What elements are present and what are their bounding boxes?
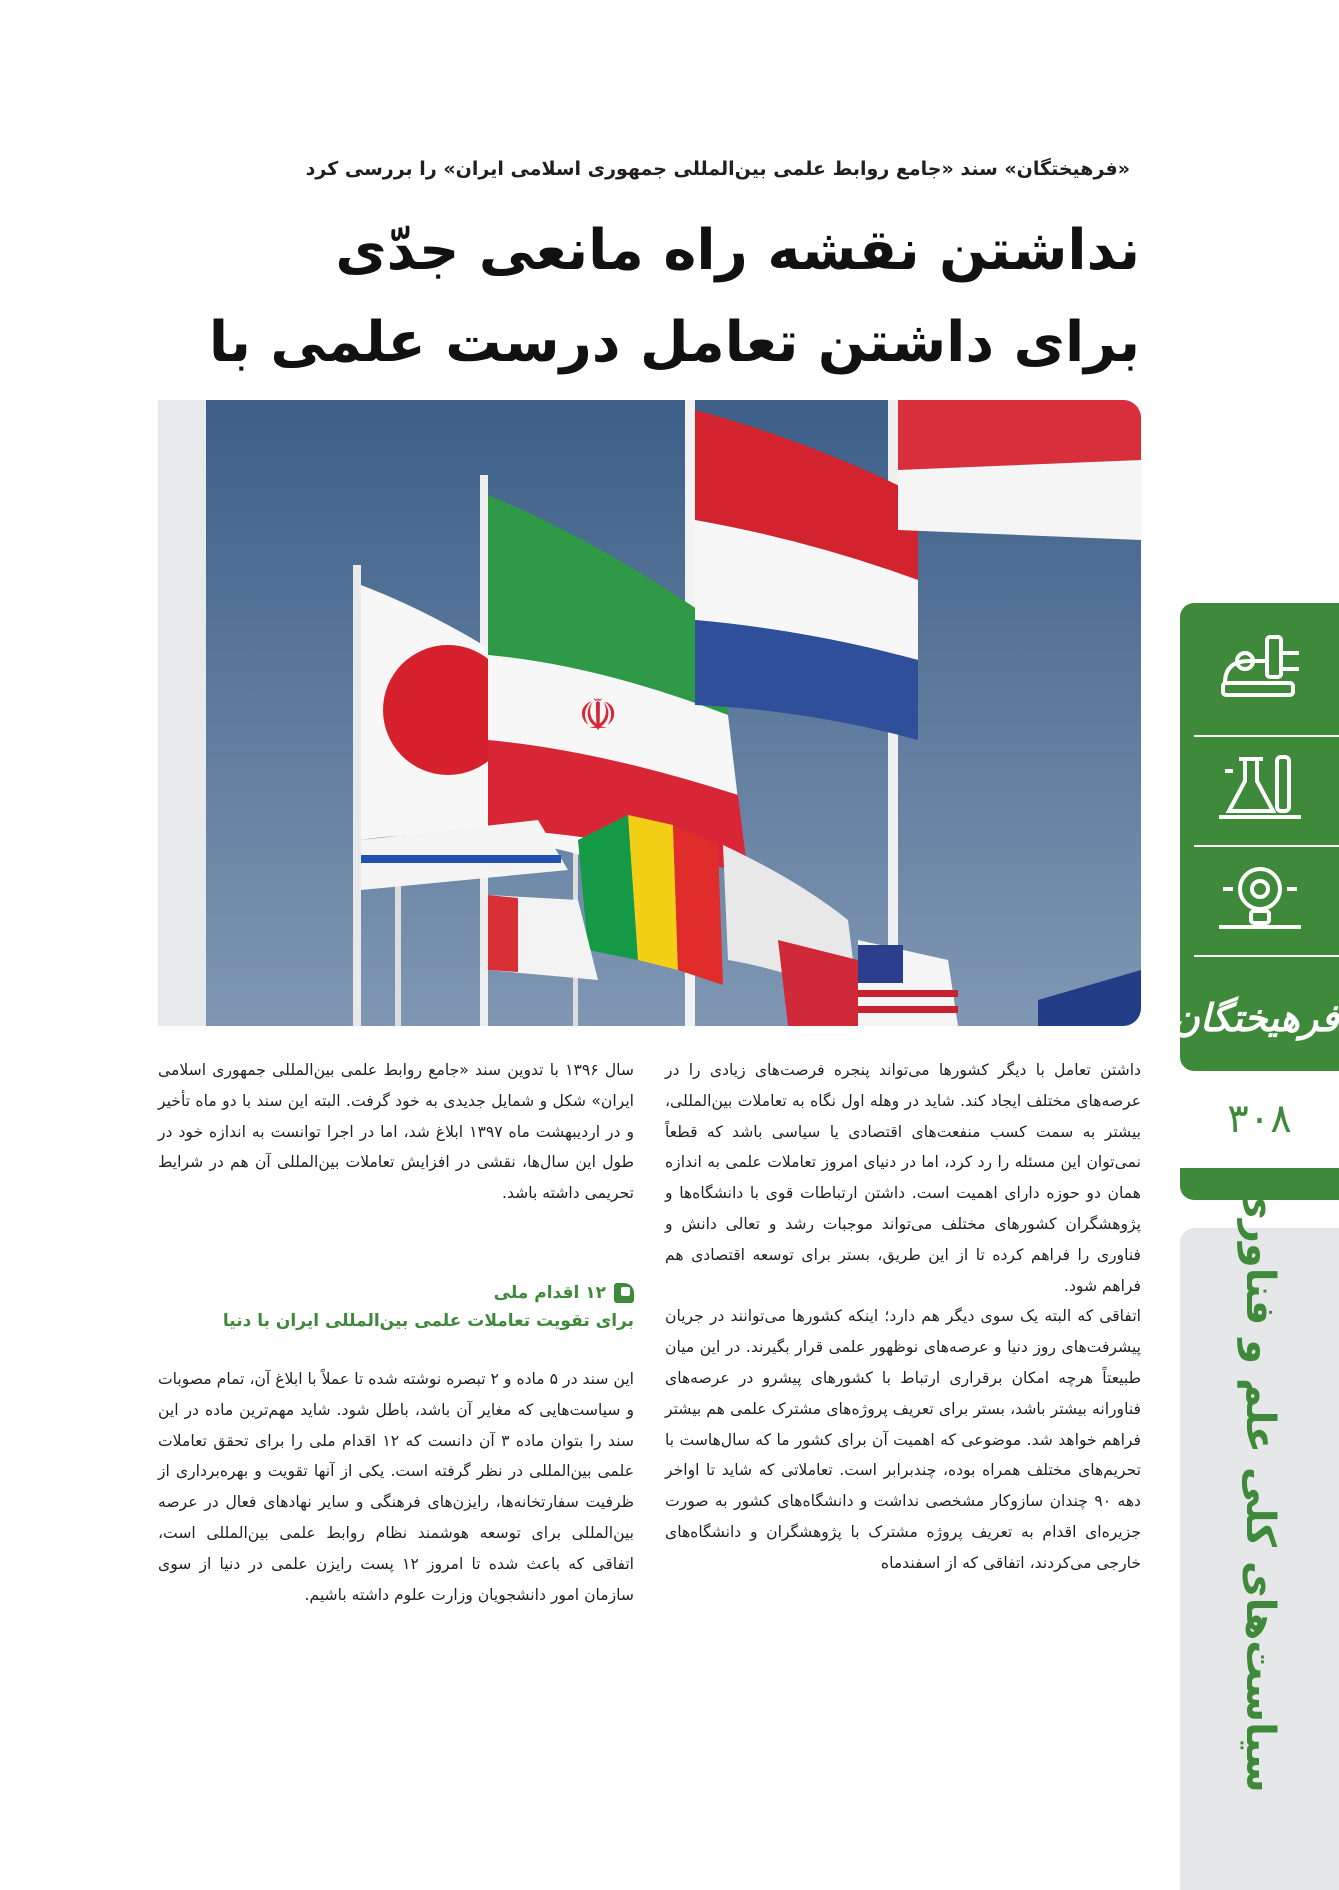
section-bullet-icon — [614, 1283, 634, 1303]
left-paragraph-2: این سند در ۵ ماده و ۲ تبصره نوشته شده تا عملاً با ابلاغ آن، تمام مصوبات و سیاست‌هایی که مغایر آن باشد، باطل شود. شاید مهم‌ترین ماده در این سند را بتوان ماده ۳ آن دانست که ۱۲ اقدام ملی را برای تحقق تعاملات علمی بین‌المللی در نظر گرفته است. یکی از آنها تقویت و بهره‌برداری از ظرفیت سفارتخانه‌ها، رایزن‌های فرهنگی و سایر نهادهای فعال در عرصه بین‌المللی برای توسعه هوشمند نظام روابط علمی بین‌المللی است، اتفاقی که باعث شده تا امروز ۱۲ پست رایزن علمی در دنیا از سوی سازمان امور دانشجویان وزارت علوم داشته باشیم. — [158, 1370, 635, 1604]
section-side-label — [1180, 1183, 1339, 1793]
lightbulb-gear-icon — [1180, 853, 1339, 943]
headline-line-1: نداشتن نقشه راه مانعی جدّی — [335, 218, 1140, 283]
article-left-column-top — [158, 1055, 634, 1209]
section-heading-text-1: ۱۲ اقدام ملی — [493, 1283, 606, 1303]
flags-photo — [158, 400, 1141, 1026]
article-right-column — [665, 1055, 1141, 1579]
section-heading-line-2: برای تقویت تعاملات علمی بین‌المللی ایران با دنیا — [222, 1311, 634, 1331]
article-kicker: «فرهیختگان» سند «جامع روابط علمی بین‌المللی جمهوری اسلامی ایران» را بررسی کرد — [305, 158, 1130, 180]
headline-line-2: برای داشتن تعامل درست علمی با — [208, 310, 1140, 375]
svg-text:☫: ☫ — [578, 690, 618, 741]
tab-divider — [1194, 735, 1339, 737]
flags-photo-illustration — [158, 400, 1141, 1026]
section-side-label-text: سیاست‌های کلی علم و فناوری — [1236, 1183, 1283, 1793]
article-left-column-bottom — [158, 1364, 634, 1610]
brand-logo: فرهیختگان — [1171, 995, 1339, 1040]
lab-flask-icon — [1180, 743, 1339, 833]
left-paragraph-1: سال ۱۳۹۶ با تدوین سند «جامع روابط علمی بین‌المللی جمهوری اسلامی ایران» شکل و شمایل جدیدی به خود گرفت. البته این سند با دو ماه تأخیر و در اردیبهشت ماه ۱۳۹۷ ابلاغ شد، اما در اجرا توانست به اندازه خود در طول این سال‌ها، نقشی در افزایش تعاملات بین‌المللی آن هم در شرایط تحریمی داشته باشد. — [158, 1061, 634, 1203]
right-paragraph-2: اتفاقی که البته یک سوی دیگر هم دارد؛ اینکه کشورها می‌توانند در جریان پیشرفت‌های روز دنیا و عرصه‌های نوظهور علمی قرار بگیرند. در این میان طبیعتاً هرچه امکان برقراری ارتباط با کشورهای پیشرو در عرصه‌های فناورانه بیشتر باشد، بستر برای تعریف پروژه‌های مشترک علمی هم بیشتر فراهم خواهد شد. موضوعی که اهمیت آن برای کشور ما که سال‌هاست با تحریم‌های مختلف همراه بوده، چندبرابر است. تعاملاتی که شاید تا اواخر دهه ۹۰ چندان سازوکار مشخصی نداشت و دانشگاه‌های کشور به صورت جزیره‌ای اقدام به تعریف پروژه مشترک با پژوهشگران و دانشگاه‌های خارجی می‌کردند، اتفاقی که از اسفندماه — [665, 1307, 1141, 1572]
tab-divider — [1194, 955, 1339, 957]
section-heading-line-1 — [158, 1283, 634, 1303]
tab-divider — [1194, 845, 1339, 847]
right-paragraph-1: داشتن تعامل با دیگر کشورها می‌تواند پنجره فرصت‌های زیادی را در عرصه‌های مختلف ایجاد کند. شاید در وهله اول نگاه به تعاملات بین‌المللی، بیشتر به سمت کسب منفعت‌های اقتصادی یا سیاسی باشد که قطعاً نمی‌توان این مسئله را رد کرد، اما در دنیای امروز تعاملات علمی به اندازه همان دو حوزه دارای اهمیت است. داشتن ارتباطات قوی با دانشگاه‌ها و پژوهشگران کشورهای مختلف می‌تواند موجبات رشد و تعالی دانش و فناوری را فراهم کرده تا از این طریق، بستر برای توسعه اقتصادی هم فراهم شود. — [665, 1061, 1141, 1295]
page-number: ۳۰۸ — [1227, 1096, 1292, 1142]
section-heading — [158, 1283, 634, 1331]
microscope-icon — [1180, 623, 1339, 713]
